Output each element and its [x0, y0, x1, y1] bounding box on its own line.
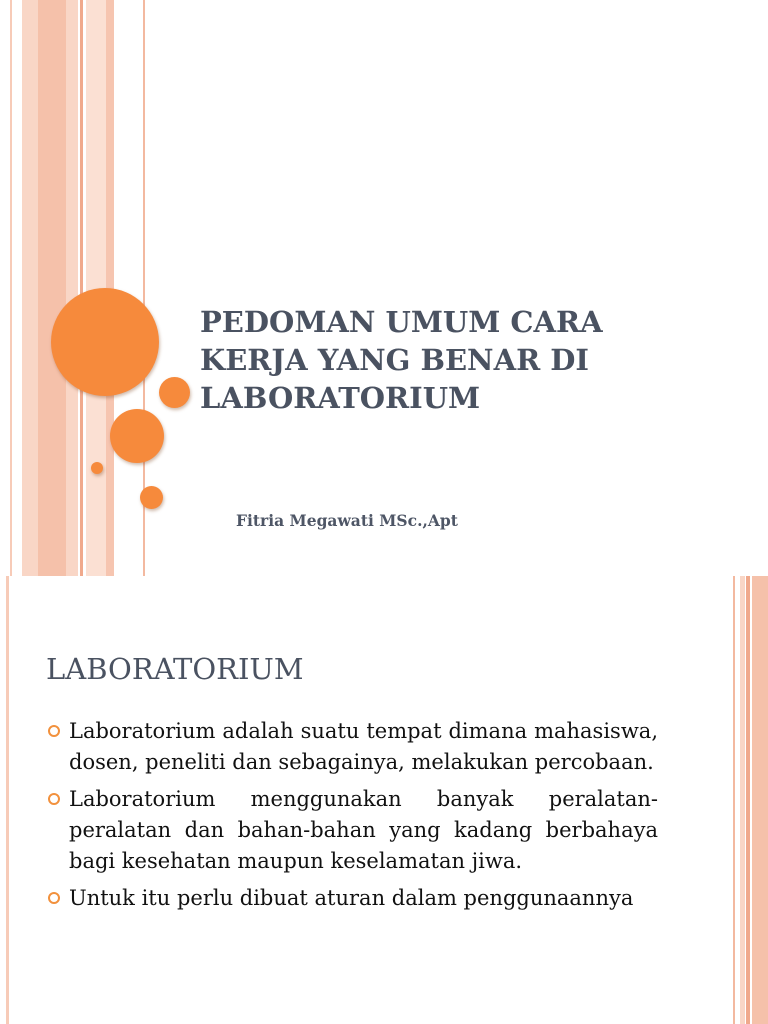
tiny-circle-decoration	[91, 462, 103, 474]
decorative-stripe	[22, 0, 38, 576]
small-circle-decoration	[140, 486, 163, 509]
content-slide	[0, 576, 768, 1024]
bullet-text: Laboratorium adalah suatu tempat dimana mahasiswa, dosen, peneliti dan sebagainya, melakukan percobaan.	[69, 719, 658, 774]
decorative-stripe	[66, 0, 78, 576]
decorative-stripe	[733, 576, 735, 1024]
bullet-text: Untuk itu perlu dibuat aturan dalam penggunaannya	[69, 886, 634, 910]
decorative-stripe	[6, 576, 9, 1024]
list-item	[46, 716, 658, 778]
slide-title: PEDOMAN UMUM CARA KERJA YANG BENAR DI LABORATORIUM	[200, 305, 603, 415]
list-item	[46, 784, 658, 877]
bullet-circle-icon	[48, 892, 60, 904]
slide-subtitle: Fitria Megawati MSc.,Apt	[236, 511, 458, 530]
decorative-stripe	[740, 576, 745, 1024]
decorative-stripe	[38, 0, 66, 576]
decorative-stripe	[80, 0, 83, 576]
decorative-stripe	[746, 576, 750, 1024]
bullet-text: Laboratorium menggunakan banyak peralatan-peralatan dan bahan-bahan yang kadang berbahaya bagi kesehatan maupun keselamatan jiwa.	[69, 787, 658, 873]
slide-heading: LABORATORIUM	[46, 652, 304, 686]
decorative-stripe	[752, 576, 768, 1024]
bullet-list	[46, 716, 658, 920]
bullet-circle-icon	[48, 725, 60, 737]
medium-circle-decoration	[110, 409, 164, 463]
small-circle-decoration	[159, 377, 190, 408]
large-circle-decoration	[51, 288, 159, 396]
list-item	[46, 883, 658, 914]
bullet-circle-icon	[48, 793, 60, 805]
decorative-stripe	[10, 0, 12, 576]
